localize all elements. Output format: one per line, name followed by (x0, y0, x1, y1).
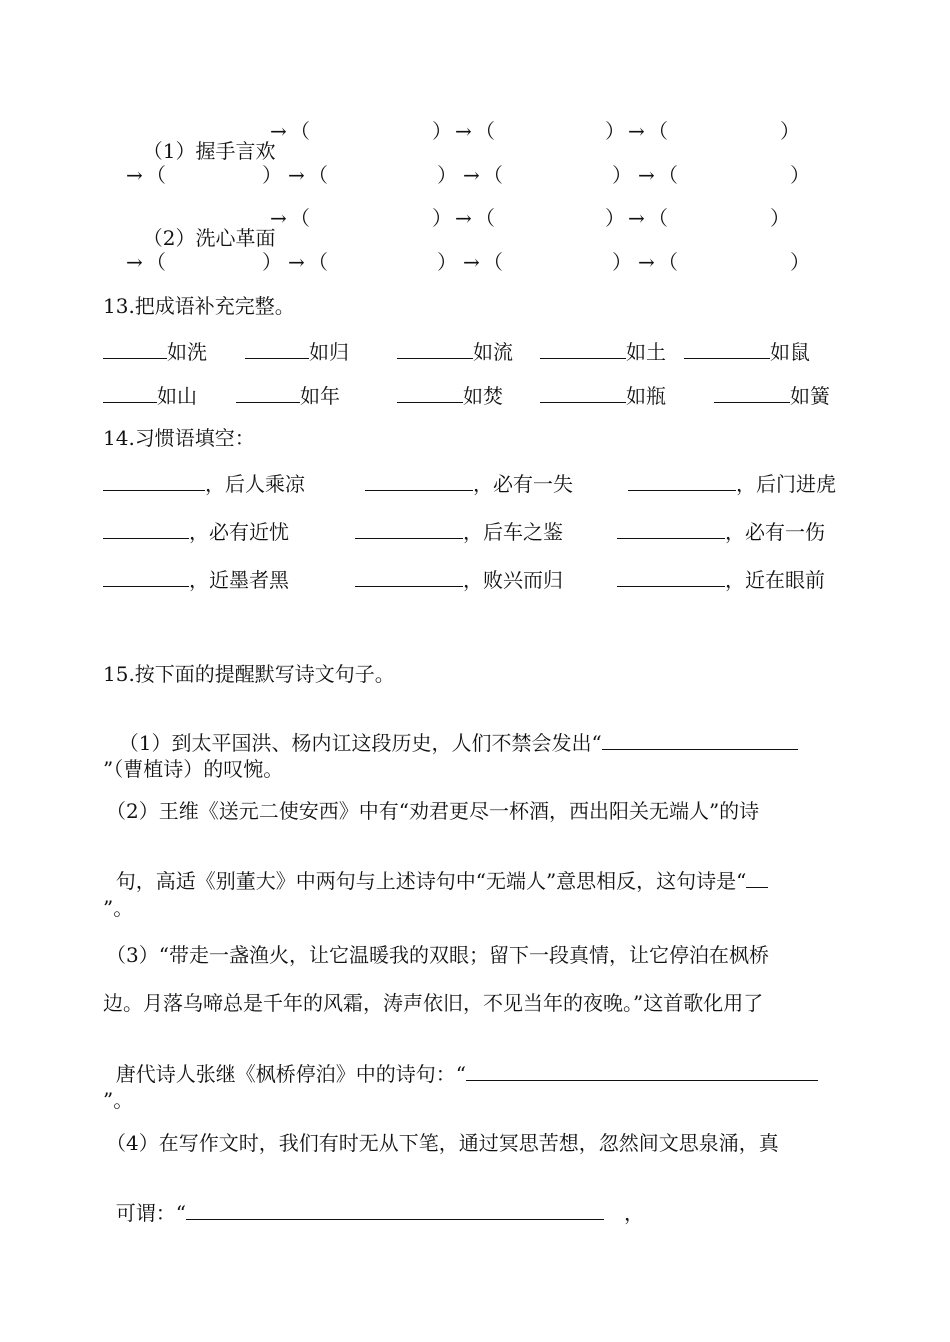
paren-close: ） (432, 119, 452, 143)
paren-open: （ (290, 119, 310, 143)
q15-p3-line1: （3）“带走一盏渔火，让它温暖我的双眼；留下一段真情，让它停泊在枫桥 (106, 943, 769, 967)
paren-open: （ (308, 163, 328, 187)
paren-close: ） (790, 163, 810, 187)
q12-row1-label: （1）握手言欢 (142, 139, 276, 163)
q15-p2-line2: 句，高适《别董大》中两句与上述诗句中“无端人”意思相反，这句诗是“ (103, 849, 768, 891)
saying-blank[interactable]: ，后门进虎 (628, 472, 836, 494)
arrow: → (126, 163, 143, 187)
paren-close: ） (432, 206, 452, 230)
paren-open: （ (483, 163, 503, 187)
arrow: → (288, 250, 305, 274)
paren-open: （ (290, 206, 310, 230)
paren-close: ） (262, 250, 282, 274)
saying-blank[interactable]: ，后车之鉴 (355, 520, 563, 542)
q15-p1-line1: （1）到太平国洪、杨内讧这段历史，人们不禁会发出“ (106, 711, 798, 753)
q15-p3-line3: 唐代诗人张继《枫桥停泊》中的诗句：“ (103, 1042, 818, 1084)
paren-open: （ (648, 206, 668, 230)
idiom-blank[interactable]: 如山 (103, 384, 197, 406)
answer-blank[interactable] (746, 869, 768, 888)
paren-open: （ (483, 250, 503, 274)
paren-close: ） (790, 250, 810, 274)
q15-p2-line1: （2）王维《送元二使安西》中有“劝君更尽一杯酒，西出阳关无端人”的诗 (106, 799, 760, 823)
paren-close: ） (612, 163, 632, 187)
q14-title: 14.习惯语填空： (103, 426, 255, 450)
saying-blank[interactable]: ，败兴而归 (355, 568, 563, 590)
arrow: → (638, 163, 655, 187)
arrow: → (463, 250, 480, 274)
q12-row1 (130, 121, 275, 161)
q15-p4-line1: （4）在写作文时，我们有时无从下笔，通过冥思苦想，忽然间文思泉涌，真 (106, 1131, 779, 1155)
paren-open: （ (475, 206, 495, 230)
paren-close: ） (262, 163, 282, 187)
paren-close: ） (437, 250, 457, 274)
idiom-blank[interactable]: 如流 (397, 340, 513, 362)
idiom-blank[interactable]: 如瓶 (540, 384, 666, 406)
saying-blank[interactable]: ，后人乘凉 (103, 472, 305, 494)
paren-open: （ (475, 119, 495, 143)
saying-blank[interactable]: ，近在眼前 (617, 568, 825, 590)
paren-close: ） (780, 119, 800, 143)
paren-close: ） (770, 206, 790, 230)
arrow: → (455, 206, 472, 230)
saying-blank[interactable]: ，必有近忧 (103, 520, 289, 542)
arrow: → (126, 250, 143, 274)
idiom-blank[interactable]: 如簧 (714, 384, 830, 406)
saying-blank[interactable]: ，必有一伤 (617, 520, 825, 542)
q15-p3-line4: ”。 (103, 1088, 134, 1112)
q15-title: 15.按下面的提醒默写诗文句子。 (103, 662, 395, 686)
paren-open: （ (308, 250, 328, 274)
arrow: → (288, 163, 305, 187)
arrow: → (270, 206, 287, 230)
idiom-blank[interactable]: 如鼠 (684, 340, 810, 362)
answer-blank[interactable] (602, 731, 798, 750)
q12-row2-label: （2）洗心革面 (142, 226, 276, 250)
saying-blank[interactable]: ，必有一失 (365, 472, 573, 494)
paren-open: （ (658, 163, 678, 187)
paren-open: （ (648, 119, 668, 143)
idiom-blank[interactable]: 如年 (236, 384, 340, 406)
idiom-blank[interactable]: 如洗 (103, 340, 207, 362)
q15-p1-line2: ”（曹植诗）的叹惋。 (103, 757, 284, 781)
q15-p2-line3: ”。 (103, 896, 134, 920)
paren-close: ） (605, 119, 625, 143)
arrow: → (463, 163, 480, 187)
q13-title: 13.把成语补充完整。 (103, 294, 295, 318)
arrow: → (455, 119, 472, 143)
answer-blank[interactable] (466, 1062, 818, 1081)
paren-close: ） (605, 206, 625, 230)
arrow: → (638, 250, 655, 274)
idiom-blank[interactable]: 如土 (540, 340, 666, 362)
idiom-blank[interactable]: 如焚 (397, 384, 503, 406)
paren-close: ） (437, 163, 457, 187)
saying-blank[interactable]: ，近墨者黑 (103, 568, 289, 590)
answer-blank[interactable] (186, 1201, 604, 1220)
idiom-blank[interactable]: 如归 (245, 340, 349, 362)
arrow: → (270, 119, 287, 143)
paren-close: ） (612, 250, 632, 274)
q15-p3-line2: 边。月落乌啼总是千年的风霜，涛声依旧，不见当年的夜晚。”这首歌化用了 (103, 991, 764, 1015)
paren-open: （ (146, 163, 166, 187)
q15-p4-line2: 可谓：“ ， (115, 1201, 644, 1225)
paren-open: （ (146, 250, 166, 274)
arrow: → (628, 119, 645, 143)
arrow: → (628, 206, 645, 230)
paren-open: （ (658, 250, 678, 274)
q12-row2 (130, 208, 275, 248)
